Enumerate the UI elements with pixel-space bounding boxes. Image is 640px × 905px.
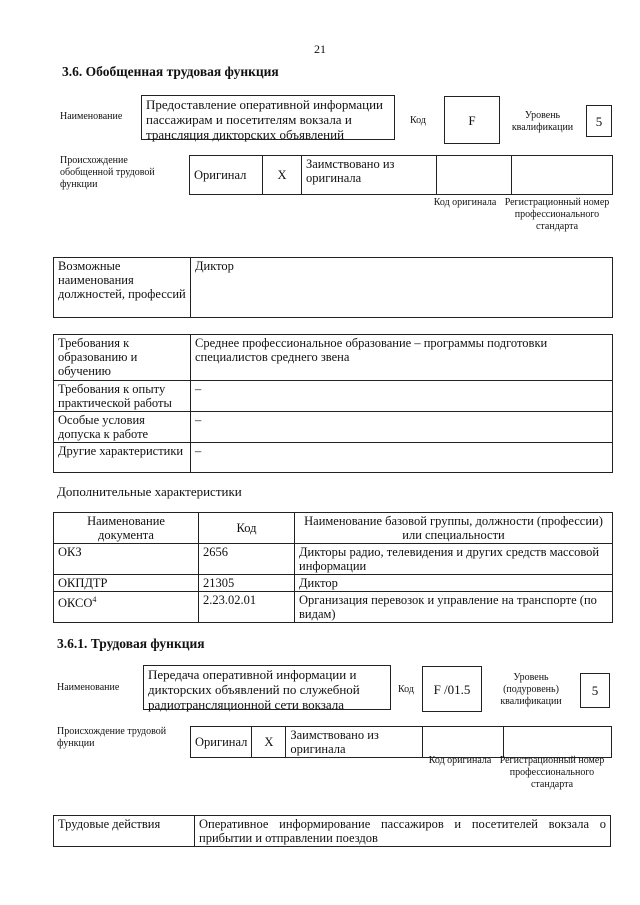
level-box-2 [580, 673, 610, 708]
additional-heading: Дополнительные характеристики [57, 484, 242, 499]
code-original-caption: Код оригинала [433, 197, 497, 208]
level-value-2: 5 [591, 683, 599, 698]
original-mark: X [277, 168, 287, 182]
section-title: 3.6. Обобщенная трудовая функция [62, 64, 279, 79]
origin-label: Происхождение обобщенной трудовой функции [60, 155, 155, 190]
labor-function-name-box [143, 665, 391, 710]
positions-table [53, 257, 613, 318]
table-row: ОКПДТР 21305 Диктор [54, 575, 613, 592]
origin-label-2: Происхождение трудовой функции [57, 726, 167, 749]
subsection-title: 3.6.1. Трудовая функция [57, 636, 205, 651]
page-number: 21 [314, 42, 326, 56]
original-label-2: Оригинал [195, 735, 248, 749]
origin-table [189, 155, 613, 195]
borrowed-label: Заимствовано из оригинала [306, 157, 395, 185]
code-value: F [468, 112, 476, 128]
function-name-box [141, 95, 395, 140]
reg-number-caption: Регистрационный номер профессионального стандарта [504, 197, 610, 232]
level-label-2: Уровень (подуровень) квалификации [500, 672, 562, 707]
req-education-value: Среднее профессиональное образование – программы подготовки специалистов среднего звена [195, 336, 548, 364]
name-label: Наименование [60, 111, 123, 122]
header-group-name: Наименование базовой группы, должности (профессии) или специальности [295, 513, 613, 544]
header-code: Код [199, 513, 295, 544]
code-box [444, 96, 500, 144]
positions-label: Возможные наименования должностей, профессий [58, 259, 186, 301]
name-label-2: Наименование [57, 682, 120, 693]
original-mark-2: X [264, 735, 274, 749]
origin-table-2 [190, 726, 612, 758]
level-value: 5 [595, 113, 603, 129]
level-label: Уровень квалификации [511, 110, 574, 133]
labor-actions-label: Трудовые действия [58, 817, 161, 831]
table-row: ОКЗ 2656 Дикторы радио, телевидения и других средств массовой информации [54, 544, 613, 575]
level-box [586, 105, 612, 137]
code-label: Код [410, 115, 426, 126]
labor-actions-value: Оперативное информирование пассажиров и посетителей вокзала о прибытии и отправлении поездов [199, 817, 606, 845]
req-experience-label: Требования к опыту практической работы [58, 382, 172, 410]
req-other-value: – [195, 444, 202, 458]
header-document: Наименование документа [54, 513, 199, 544]
code-label-2: Код [398, 684, 414, 695]
original-label: Оригинал [194, 168, 247, 182]
labor-function-name-value: Передача оперативной информации и дикторских объявлений по служебной радиотрансляционной сети вокзала [148, 667, 360, 712]
req-conditions-value: – [195, 413, 202, 427]
reg-number-caption-2: Регистрационный номер профессионального стандарта [499, 755, 605, 790]
footnote-mark: 4 [92, 595, 97, 604]
additional-table [53, 512, 613, 623]
req-education-label: Требования к образованию и обучению [58, 336, 138, 378]
code-box-2 [422, 666, 482, 712]
function-name-value: Предоставление оперативной информации пассажирам и посетителям вокзала и трансляция дикторских объявлений [146, 97, 383, 142]
positions-value: Диктор [195, 259, 234, 273]
labor-actions-table [53, 815, 611, 847]
code-value-2: F /01.5 [433, 681, 471, 697]
table-row: ОКСО$^4$ 2.23.02.01 Организация перевозок и управление на транспорте (по видам) [54, 592, 613, 623]
req-other-label: Другие характеристики [58, 444, 184, 458]
req-experience-value: – [195, 382, 202, 396]
req-conditions-label: Особые условия допуска к работе [58, 413, 149, 441]
code-original-caption-2: Код оригинала [428, 755, 492, 766]
requirements-table [53, 334, 613, 473]
borrowed-label-2: Заимствовано из оригинала [290, 728, 379, 756]
